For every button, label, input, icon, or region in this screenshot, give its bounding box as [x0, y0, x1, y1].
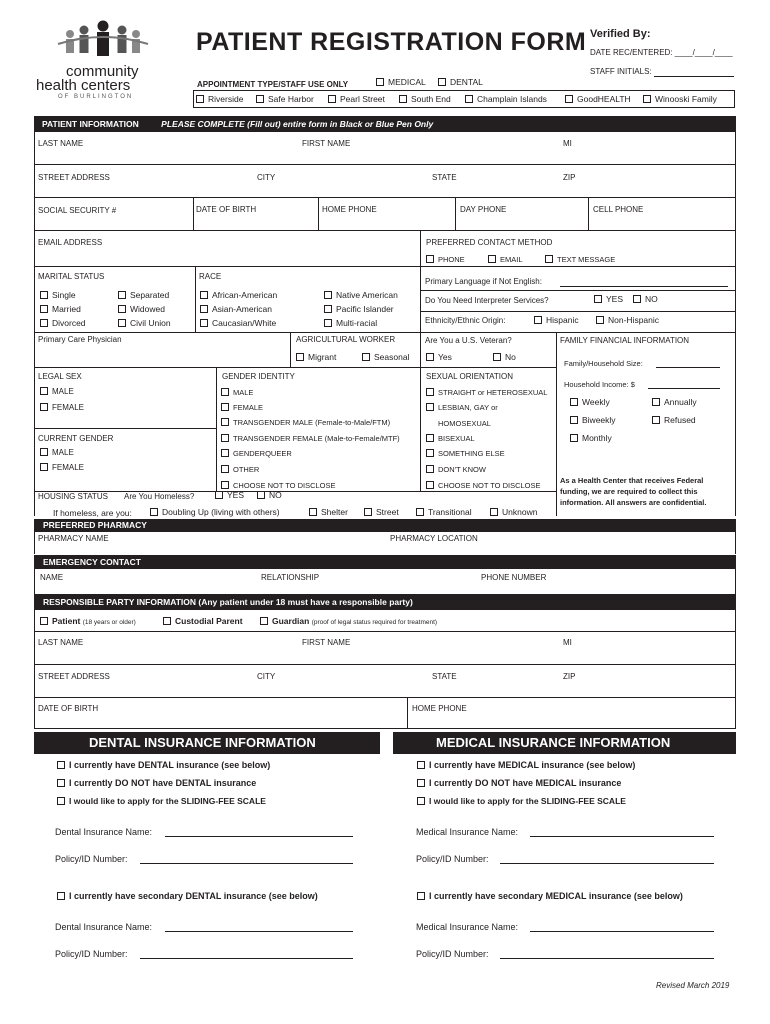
checkbox[interactable] — [399, 95, 407, 103]
resp-patient[interactable]: Patient (18 years or older) — [40, 616, 136, 626]
checkbox[interactable] — [215, 491, 223, 499]
so-straight[interactable]: STRAIGHT or HETEROSEXUAL — [426, 388, 547, 397]
street-label: STREET ADDRESS — [38, 173, 110, 182]
staff-initials-line[interactable] — [654, 76, 734, 77]
date-rec-label: DATE REC/ENTERED: ____/____/____ — [590, 48, 733, 57]
dental-policy-label: Policy/ID Number: — [55, 854, 128, 864]
pcp-label: Primary Care Physician — [38, 335, 122, 344]
checkbox[interactable] — [40, 617, 48, 625]
race-label: RACE — [199, 272, 222, 281]
logo-line-2: health centers — [36, 77, 131, 94]
checkbox[interactable] — [643, 95, 651, 103]
ethnicity-label: Ethnicity/Ethnic Origin: — [425, 316, 506, 325]
dental-ins-name-2-label: Dental Insurance Name: — [55, 922, 153, 932]
checkbox[interactable] — [465, 95, 473, 103]
race-african[interactable]: African-American — [200, 290, 277, 300]
ag-seasonal[interactable]: Seasonal — [362, 352, 409, 362]
state-label: STATE — [432, 173, 457, 182]
preferred-contact-label: PREFERRED CONTACT METHOD — [426, 238, 553, 247]
homeless-yes[interactable]: YES — [215, 490, 244, 500]
cell-phone-label: CELL PHONE — [593, 205, 644, 214]
page-title: PATIENT REGISTRATION FORM — [196, 28, 587, 56]
contact-phone[interactable]: PHONE — [426, 255, 465, 264]
checkbox[interactable] — [545, 255, 553, 263]
medical-opt-2[interactable]: I currently DO NOT have MEDICAL insurance — [417, 778, 621, 788]
checkbox[interactable] — [570, 416, 578, 424]
checkbox[interactable] — [40, 291, 48, 299]
checkbox[interactable] — [221, 449, 229, 457]
dental-header: DENTAL INSURANCE INFORMATION — [34, 732, 380, 754]
income-refused[interactable]: Refused — [652, 415, 696, 425]
checkbox[interactable] — [257, 491, 265, 499]
medical-policy-label: Policy/ID Number: — [416, 854, 489, 864]
household-income-line[interactable] — [648, 388, 720, 389]
interpreter-label: Do You Need Interpreter Services? — [425, 296, 549, 305]
ethnicity-non-hispanic[interactable]: Non-Hispanic — [596, 315, 659, 325]
checkbox[interactable] — [488, 255, 496, 263]
checkbox[interactable] — [362, 353, 370, 361]
day-phone-label: DAY PHONE — [460, 205, 507, 214]
homeless-transitional[interactable]: Transitional — [416, 507, 472, 517]
checkbox[interactable] — [633, 295, 641, 303]
revised-note: Revised March 2019 — [656, 981, 730, 990]
checkbox[interactable] — [324, 291, 332, 299]
resp-dob-label: DATE OF BIRTH — [38, 704, 99, 713]
resp-mi-label: MI — [563, 638, 572, 647]
resp-first-name-label: FIRST NAME — [302, 638, 351, 647]
medical-ins-name-2-label: Medical Insurance Name: — [416, 922, 519, 932]
checkbox[interactable] — [426, 353, 434, 361]
checkbox[interactable] — [309, 508, 317, 516]
income-monthly[interactable]: Monthly — [570, 433, 612, 443]
staff-initials-label: STAFF INITIALS: — [590, 67, 652, 76]
medical-ins-name-label: Medical Insurance Name: — [416, 827, 519, 837]
checkbox[interactable] — [40, 319, 48, 327]
checkbox[interactable] — [426, 465, 434, 473]
checkbox[interactable] — [196, 95, 204, 103]
current-female[interactable]: FEMALE — [40, 463, 84, 472]
primary-language-line[interactable] — [560, 286, 728, 287]
first-name-label: FIRST NAME — [302, 139, 351, 148]
marital-civil-union[interactable]: Civil Union — [118, 318, 171, 328]
logo-line-1: community — [66, 63, 139, 80]
city-label: CITY — [257, 173, 276, 182]
veteran-no[interactable]: No — [493, 352, 516, 362]
appointment-label: APPOINTMENT TYPE/STAFF USE ONLY — [197, 80, 349, 89]
checkbox[interactable] — [426, 449, 434, 457]
medical-policy-line[interactable] — [500, 863, 714, 864]
checkbox[interactable] — [426, 403, 434, 411]
dental-opt-2[interactable]: I currently DO NOT have DENTAL insurance — [57, 778, 256, 788]
checkbox[interactable] — [596, 316, 604, 324]
pharmacy-name-label: PHARMACY NAME — [38, 534, 109, 543]
checkbox[interactable] — [200, 319, 208, 327]
dental-ins-name-line[interactable] — [165, 836, 353, 837]
emergency-relationship-label: RELATIONSHIP — [261, 573, 320, 582]
medical-policy-2-label: Policy/ID Number: — [416, 949, 489, 959]
medical-opt-3[interactable]: I would like to apply for the SLIDING-FEE SCALE — [417, 796, 626, 806]
checkbox[interactable] — [57, 761, 65, 769]
home-phone-label: HOME PHONE — [322, 205, 377, 214]
gi-trans-female[interactable]: TRANSGENDER FEMALE (Male-to-Female/MTF) — [221, 434, 400, 443]
appt-dental[interactable]: DENTAL — [438, 77, 483, 87]
resp-city-label: CITY — [257, 672, 276, 681]
resp-last-name-label: LAST NAME — [38, 638, 84, 647]
loc-winooski[interactable]: Winooski Family — [643, 94, 717, 104]
race-caucasian[interactable]: Caucasian/White — [200, 318, 276, 328]
checkbox[interactable] — [40, 403, 48, 411]
checkbox[interactable] — [570, 434, 578, 442]
income-biweekly[interactable]: Biweekly — [570, 415, 616, 425]
checkbox[interactable] — [416, 508, 424, 516]
marital-widowed[interactable]: Widowed — [118, 304, 165, 314]
veteran-yes[interactable]: Yes — [426, 352, 452, 362]
medical-opt-1[interactable]: I currently have MEDICAL insurance (see below) — [417, 760, 635, 770]
resp-street-label: STREET ADDRESS — [38, 672, 110, 681]
checkbox[interactable] — [565, 95, 573, 103]
current-gender-label: CURRENT GENDER — [38, 434, 114, 443]
race-native[interactable]: Native American — [324, 290, 398, 300]
homeless-doubling[interactable]: Doubling Up (living with others) — [150, 507, 280, 517]
legal-male[interactable]: MALE — [40, 387, 74, 396]
checkbox[interactable] — [118, 319, 126, 327]
ssn-label: SOCIAL SECURITY # — [38, 206, 117, 215]
dental-policy-2-line[interactable] — [140, 958, 353, 959]
dental-policy-line[interactable] — [140, 863, 353, 864]
checkbox[interactable] — [221, 388, 229, 396]
gi-female[interactable]: FEMALE — [221, 403, 263, 412]
dental-policy-2-label: Policy/ID Number: — [55, 949, 128, 959]
checkbox[interactable] — [221, 465, 229, 473]
race-multi[interactable]: Multi-racial — [324, 318, 377, 328]
checkbox[interactable] — [200, 305, 208, 313]
checkbox[interactable] — [652, 416, 660, 424]
homeless-question: Are You Homeless? — [124, 492, 195, 501]
so-dont-know[interactable]: DON'T KNOW — [426, 465, 486, 474]
race-pacific[interactable]: Pacific Islander — [324, 304, 394, 314]
checkbox[interactable] — [256, 95, 264, 103]
loc-south-end[interactable]: South End — [399, 94, 451, 104]
checkbox[interactable] — [570, 398, 578, 406]
checkbox[interactable] — [426, 255, 434, 263]
medical-secondary[interactable]: I currently have secondary MEDICAL insurance (see below) — [417, 891, 683, 901]
veteran-label: Are You a U.S. Veteran? — [425, 336, 512, 345]
checkbox[interactable] — [534, 316, 542, 324]
checkbox[interactable] — [221, 403, 229, 411]
checkbox[interactable] — [40, 448, 48, 456]
checkbox[interactable] — [40, 387, 48, 395]
checkbox[interactable] — [118, 291, 126, 299]
emergency-phone-label: PHONE NUMBER — [481, 573, 547, 582]
checkbox[interactable] — [221, 418, 229, 426]
emergency-name-label: NAME — [40, 573, 64, 582]
household-income-label: Household Income: $ — [564, 380, 635, 389]
checkbox[interactable] — [426, 388, 434, 396]
checkbox[interactable] — [221, 434, 229, 442]
housing-label: HOUSING STATUS — [38, 492, 108, 501]
loc-riverside[interactable]: Riverside — [196, 94, 243, 104]
medical-policy-2-line[interactable] — [500, 958, 714, 959]
so-lesbian-gay[interactable]: LESBIAN, GAY or — [426, 403, 498, 412]
checkbox[interactable] — [57, 892, 65, 900]
checkbox[interactable] — [417, 797, 425, 805]
so-bisexual[interactable]: BISEXUAL — [426, 434, 475, 443]
checkbox[interactable] — [324, 305, 332, 313]
checkbox[interactable] — [57, 779, 65, 787]
resp-guardian[interactable]: Guardian (proof of legal status required for treatment) — [260, 616, 437, 626]
dental-ins-name-2-line[interactable] — [165, 931, 353, 932]
checkbox[interactable] — [652, 398, 660, 406]
medical-ins-name-2-line[interactable] — [530, 931, 714, 932]
dental-ins-name-label: Dental Insurance Name: — [55, 827, 153, 837]
marital-label: MARITAL STATUS — [38, 272, 105, 281]
checkbox[interactable] — [150, 508, 158, 516]
checkbox[interactable] — [438, 78, 446, 86]
checkbox[interactable] — [328, 95, 336, 103]
homeless-shelter[interactable]: Shelter — [309, 507, 348, 517]
checkbox[interactable] — [200, 291, 208, 299]
gi-other[interactable]: OTHER — [221, 465, 259, 474]
checkbox[interactable] — [40, 463, 48, 471]
ethnicity-hispanic[interactable]: Hispanic — [534, 315, 579, 325]
income-annually[interactable]: Annually — [652, 397, 697, 407]
checkbox[interactable] — [594, 295, 602, 303]
homeless-no[interactable]: NO — [257, 490, 282, 500]
legal-female[interactable]: FEMALE — [40, 403, 84, 412]
zip-label: ZIP — [563, 173, 576, 182]
resp-zip-label: ZIP — [563, 672, 576, 681]
checkbox[interactable] — [417, 761, 425, 769]
family-size-line[interactable] — [656, 367, 720, 368]
gi-trans-male[interactable]: TRANSGENDER MALE (Female-to-Male/FTM) — [221, 418, 390, 427]
checkbox[interactable] — [324, 319, 332, 327]
current-male[interactable]: MALE — [40, 448, 74, 457]
race-asian[interactable]: Asian-American — [200, 304, 272, 314]
patient-info-header: PATIENT INFORMATION PLEASE COMPLETE (Fill out) entire form in Black or Blue Pen Only — [34, 116, 736, 132]
marital-married[interactable]: Married — [40, 304, 81, 314]
loc-safe-harbor[interactable]: Safe Harbor — [256, 94, 314, 104]
so-homosexual-text: HOMOSEXUAL — [438, 419, 491, 428]
income-weekly[interactable]: Weekly — [570, 397, 610, 407]
checkbox[interactable] — [426, 481, 434, 489]
last-name-label: LAST NAME — [38, 139, 84, 148]
primary-language-label: Primary Language if Not English: — [425, 277, 542, 286]
gi-not-disclose[interactable]: CHOOSE NOT TO DISCLOSE — [221, 481, 336, 490]
people-logo-icon — [48, 20, 158, 64]
dental-opt-1[interactable]: I currently have DENTAL insurance (see below) — [57, 760, 270, 770]
checkbox[interactable] — [426, 434, 434, 442]
appt-medical[interactable]: MEDICAL — [376, 77, 426, 87]
checkbox[interactable] — [296, 353, 304, 361]
financial-note: As a Health Center that receives Federal funding, we are required to collect this information. All answers are confidential. — [560, 476, 707, 507]
checkbox[interactable] — [221, 481, 229, 489]
resp-home-phone-label: HOME PHONE — [412, 704, 467, 713]
dob-label: DATE OF BIRTH — [196, 205, 257, 214]
loc-goodhealth[interactable]: GoodHEALTH — [565, 94, 631, 104]
checkbox[interactable] — [376, 78, 384, 86]
family-size-label: Family/Household Size: — [564, 359, 643, 368]
medical-header: MEDICAL INSURANCE INFORMATION — [393, 732, 736, 754]
loc-champlain[interactable]: Champlain Islands — [465, 94, 547, 104]
verified-title: Verified By: — [590, 28, 651, 40]
emergency-header: EMERGENCY CONTACT — [34, 555, 736, 569]
marital-single[interactable]: Single — [40, 290, 76, 300]
medical-ins-name-line[interactable] — [530, 836, 714, 837]
interpreter-yes[interactable]: YES — [594, 294, 623, 304]
checkbox[interactable] — [417, 892, 425, 900]
homeless-unknown[interactable]: Unknown — [490, 507, 537, 517]
legal-sex-label: LEGAL SEX — [38, 372, 82, 381]
dental-opt-3[interactable]: I would like to apply for the SLIDING-FEE SCALE — [57, 796, 266, 806]
pharmacy-location-label: PHARMACY LOCATION — [390, 534, 478, 543]
checkbox[interactable] — [40, 305, 48, 313]
checkbox[interactable] — [417, 779, 425, 787]
checkbox[interactable] — [118, 305, 126, 313]
agricultural-label: AGRICULTURAL WORKER — [296, 335, 396, 344]
checkbox[interactable] — [490, 508, 498, 516]
interpreter-no[interactable]: NO — [633, 294, 658, 304]
checkbox[interactable] — [260, 617, 268, 625]
checkbox[interactable] — [364, 508, 372, 516]
checkbox[interactable] — [57, 797, 65, 805]
contact-email[interactable]: EMAIL — [488, 255, 523, 264]
email-label: EMAIL ADDRESS — [38, 238, 103, 247]
gi-male[interactable]: MALE — [221, 388, 253, 397]
mi-label: MI — [563, 139, 572, 148]
responsible-header: RESPONSIBLE PARTY INFORMATION (Any patient under 18 must have a responsible party) — [34, 594, 736, 610]
gender-identity-label: GENDER IDENTITY — [222, 372, 295, 381]
logo-line-3: OF BURLINGTON — [58, 94, 134, 100]
orientation-label: SEXUAL ORIENTATION — [426, 372, 513, 381]
resp-custodial[interactable]: Custodial Parent — [163, 616, 243, 626]
resp-state-label: STATE — [432, 672, 457, 681]
family-financial-label: FAMILY FINANCIAL INFORMATION — [560, 336, 690, 345]
pharmacy-header: PREFERRED PHARMACY — [34, 519, 736, 532]
checkbox[interactable] — [163, 617, 171, 625]
if-homeless-label: If homeless, are you: — [53, 508, 132, 518]
logo — [36, 20, 166, 102]
checkbox[interactable] — [493, 353, 501, 361]
so-something-else[interactable]: SOMETHING ELSE — [426, 449, 505, 458]
ag-migrant[interactable]: Migrant — [296, 352, 336, 362]
homeless-street[interactable]: Street — [364, 507, 399, 517]
loc-pearl-street[interactable]: Pearl Street — [328, 94, 385, 104]
marital-divorced[interactable]: Divorced — [40, 318, 86, 328]
dental-secondary[interactable]: I currently have secondary DENTAL insurance (see below) — [57, 891, 318, 901]
contact-text[interactable]: TEXT MESSAGE — [545, 255, 615, 264]
marital-separated[interactable]: Separated — [118, 290, 169, 300]
so-not-disclose[interactable]: CHOOSE NOT TO DISCLOSE — [426, 481, 541, 490]
gi-genderqueer[interactable]: GENDERQUEER — [221, 449, 292, 458]
